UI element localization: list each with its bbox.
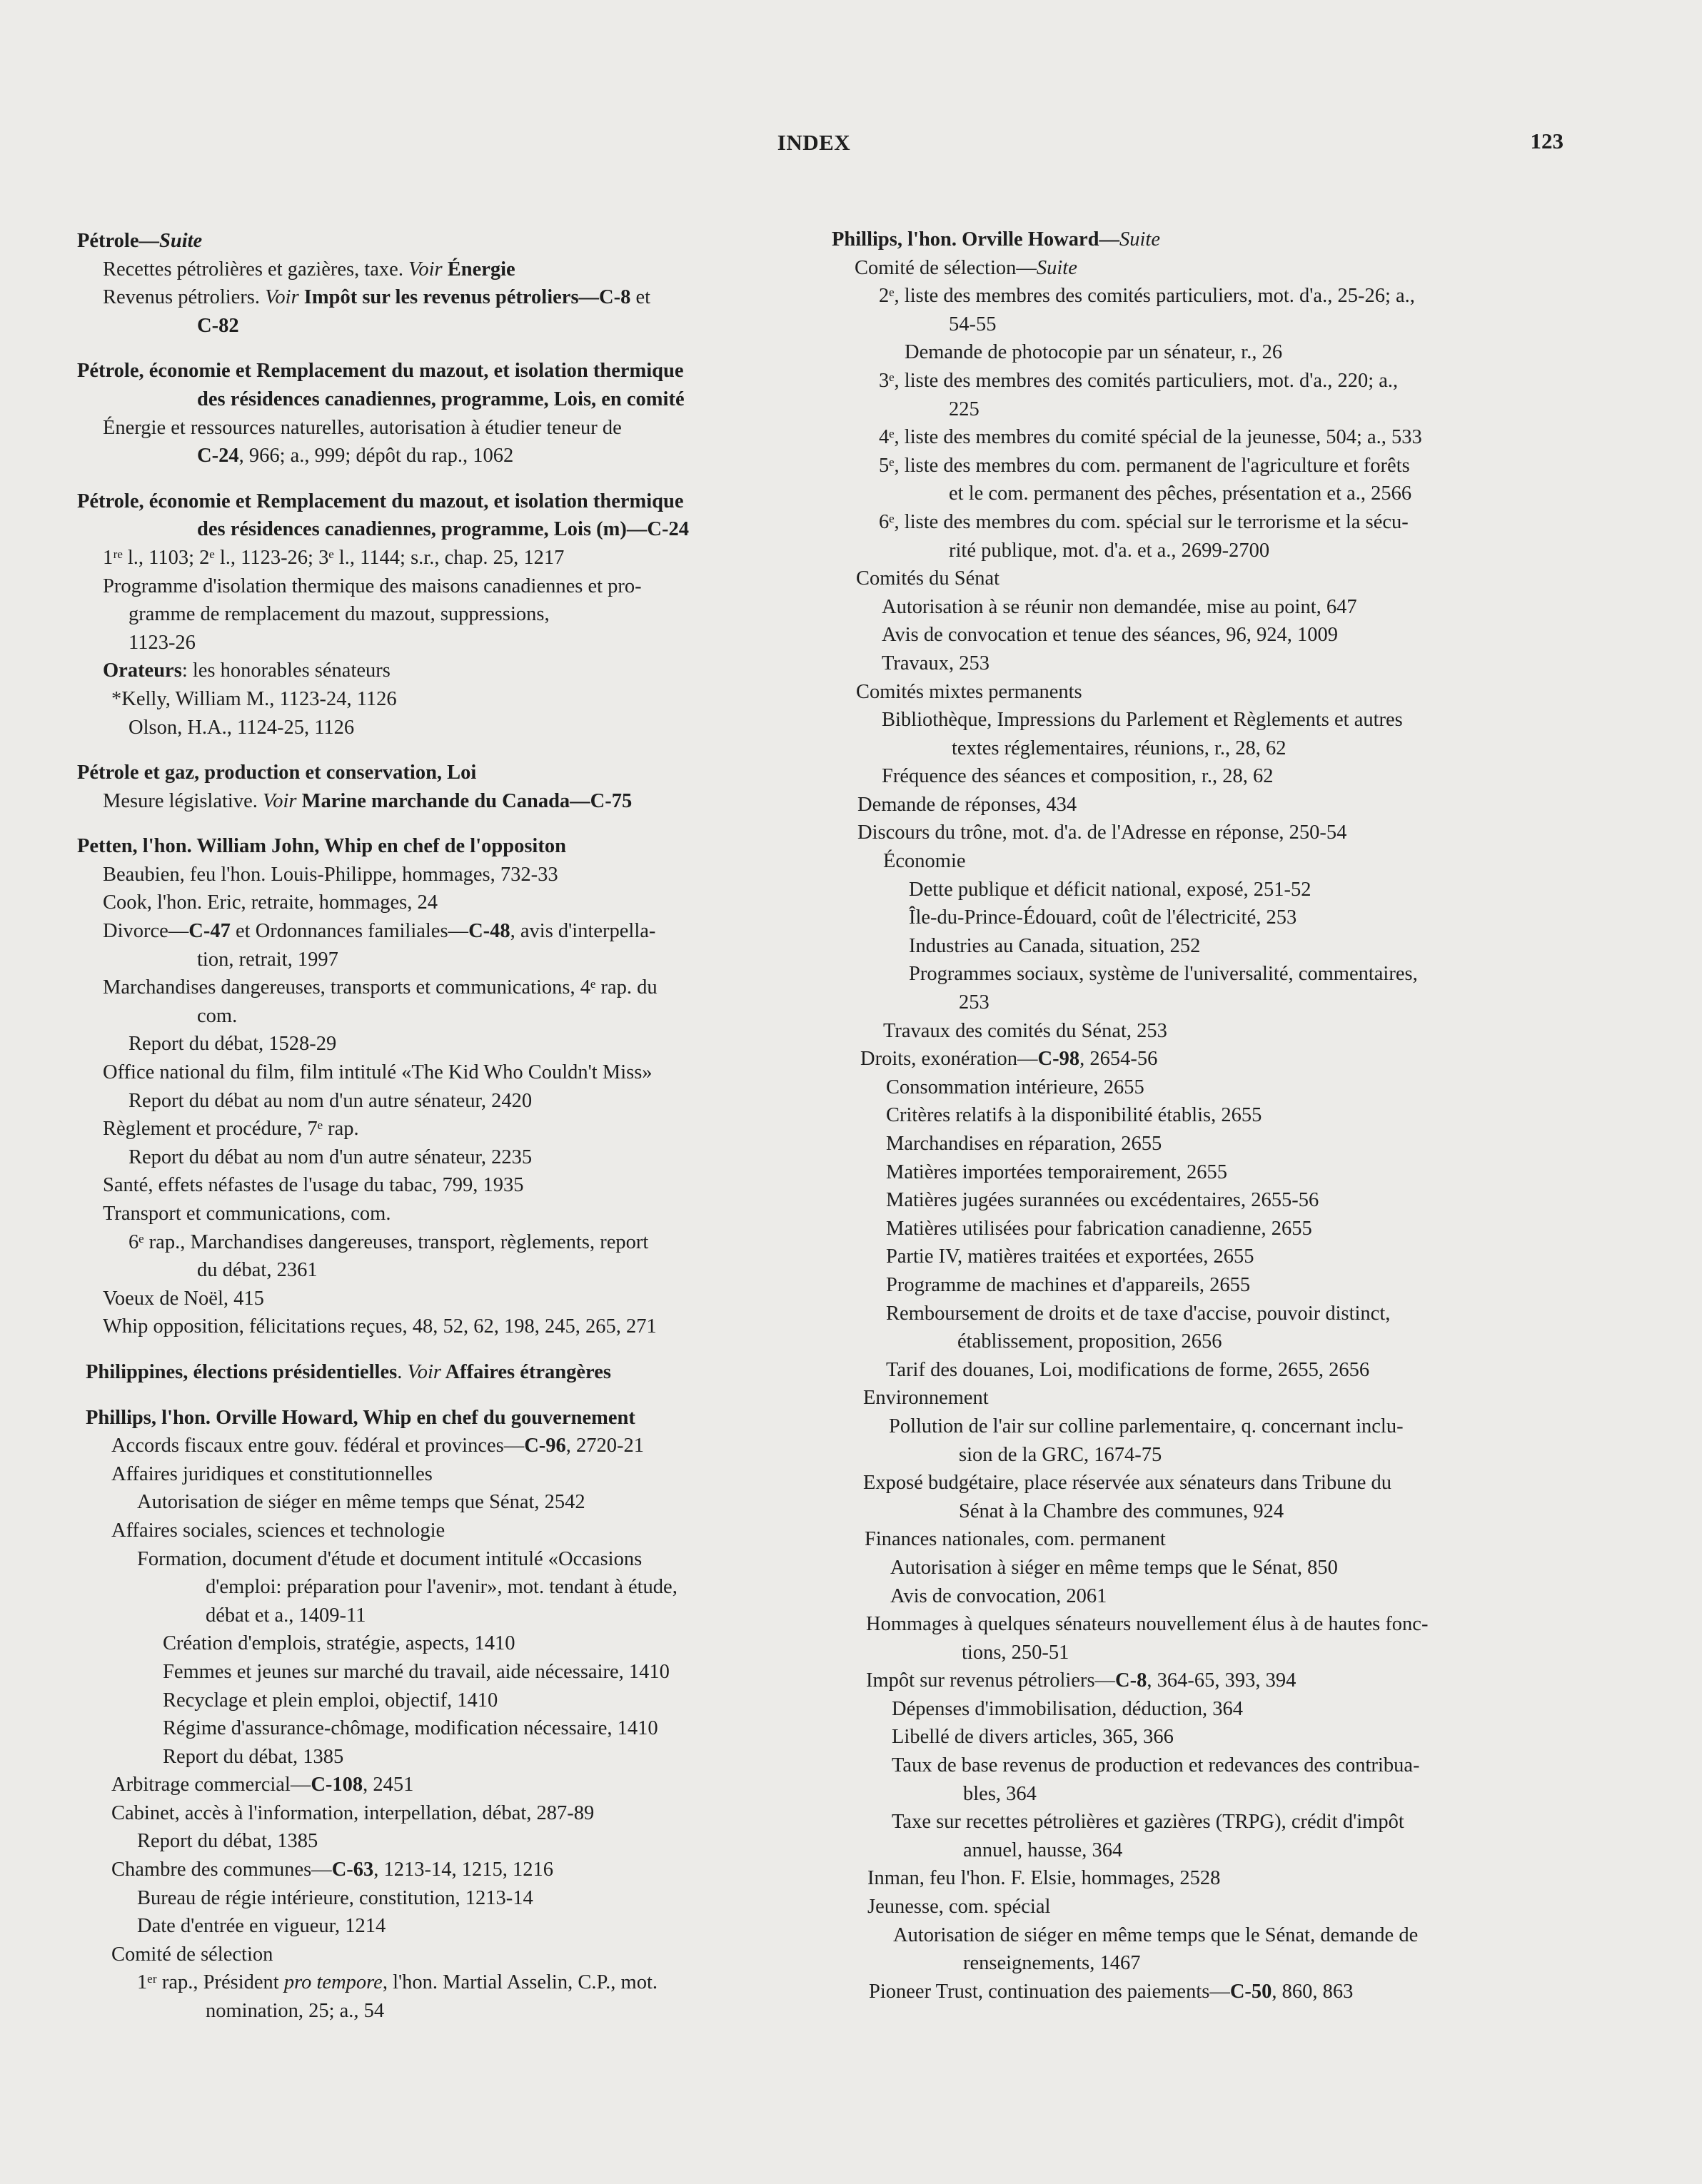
index-text: Report du débat au nom d'un autre sénateur, 2420: [129, 1089, 533, 1112]
index-line: [832, 1695, 1567, 1724]
index-text: Cook, l'hon. Eric, retraite, hommages, 24: [103, 891, 438, 914]
index-line: [832, 1300, 1567, 1328]
index-text: Demande de photocopie par un sénateur, r., 26: [905, 341, 1283, 364]
index-text: 2ᵉ, liste des membres des comités particuliers, mot. d'a., 25-26; a.,: [879, 285, 1415, 308]
index-text: tions, 250-51: [962, 1641, 1069, 1664]
entry-gap: [77, 340, 805, 357]
index-text: renseignements, 1467: [963, 1952, 1141, 1975]
index-text: Critères relatifs à la disponibilité établis, 2655: [886, 1104, 1262, 1127]
index-line: [832, 1017, 1567, 1046]
index-text: Voir: [408, 258, 443, 280]
index-text: Report du débat, 1528-29: [129, 1033, 337, 1056]
index-text: Report du débat au nom d'un autre sénateur, 2235: [129, 1146, 533, 1168]
index-text: Recyclage et plein emploi, objectif, 1410: [163, 1689, 498, 1712]
index-line: [832, 960, 1567, 989]
entry-gap: [77, 1341, 805, 1358]
index-text: Voeux de Noël, 415: [103, 1287, 264, 1310]
index-text: , 860, 863: [1272, 1980, 1354, 2003]
index-text: Bureau de régie intérieure, constitution, 1213-14: [137, 1886, 533, 1909]
index-line: [832, 1893, 1567, 1921]
index-line: [77, 832, 805, 861]
index-line: [832, 706, 1567, 734]
index-text: Dette publique et déficit national, exposé, 251-52: [909, 878, 1311, 901]
index-line: [77, 357, 805, 385]
index-line: [77, 1228, 805, 1257]
index-line: [77, 1358, 805, 1387]
index-text: , 2720-21: [565, 1435, 645, 1457]
index-text: Petten, l'hon. William John, Whip en chef de l'oppositon: [77, 835, 566, 858]
index-text: Énergie: [442, 258, 515, 280]
index-text: Autorisation de siéger en même temps que Sénat, 2542: [137, 1491, 585, 1514]
index-line: [77, 1285, 805, 1313]
index-text: 1ʳᵉ l., 1103; 2ᵉ l., 1123-26; 3ᵉ l., 1144; s.r., chap. 25, 1217: [103, 546, 565, 569]
entry-gap: [77, 815, 805, 832]
index-text: et le com. permanent des pêches, présentation et a., 2566: [949, 482, 1412, 505]
index-line: [832, 1639, 1567, 1667]
index-text: Phillips, l'hon. Orville Howard, Whip en chef du gouvernement: [86, 1406, 635, 1429]
index-line: [832, 282, 1567, 310]
index-line: [832, 819, 1567, 847]
index-text: Report du débat, 1385: [163, 1745, 344, 1768]
index-line: [832, 1554, 1567, 1582]
index-line: [77, 487, 805, 516]
index-text: Industries au Canada, situation, 252: [909, 934, 1201, 957]
index-text: textes réglementaires, réunions, r., 28, 62: [952, 737, 1286, 759]
index-text: Olson, H.A., 1124-25, 1126: [129, 716, 355, 739]
index-line: [832, 649, 1567, 678]
index-line: [832, 395, 1567, 424]
index-line: [77, 1143, 805, 1172]
index-text: Santé, effets néfastes de l'usage du tabac, 799, 1935: [103, 1174, 524, 1197]
index-text: Cabinet, accès à l'information, interpellation, débat, 287-89: [111, 1801, 595, 1824]
index-text: 54-55: [949, 313, 997, 335]
index-text: C-63: [331, 1859, 374, 1881]
index-line: [77, 1856, 805, 1884]
index-text: Matières importées temporairement, 2655: [886, 1161, 1228, 1183]
index-line: [77, 1488, 805, 1517]
index-text: Report du débat, 1385: [137, 1830, 318, 1853]
index-text: C-47: [188, 920, 231, 943]
left-column: [77, 227, 805, 2026]
page-header-title: INDEX: [777, 130, 851, 155]
index-line: [77, 946, 805, 974]
index-text: Marchandises en réparation, 2655: [886, 1133, 1162, 1155]
index-text: nomination, 25; a., 54: [206, 2000, 385, 2023]
index-text: Marchandises dangereuses, transports et communications, 4ᵉ rap. du: [103, 976, 658, 999]
index-line: [832, 1497, 1567, 1526]
index-line: [832, 876, 1567, 904]
index-text: Marine marchande du Canada—C-75: [296, 789, 633, 812]
index-text: Femmes et jeunes sur marché du travail, aide nécessaire, 1410: [163, 1660, 670, 1683]
index-text: , 966; a., 999; dépôt du rap., 1062: [238, 445, 514, 467]
index-line: [77, 1687, 805, 1715]
index-line: [77, 1256, 805, 1285]
index-line: [832, 1723, 1567, 1751]
index-line: [77, 917, 805, 946]
index-line: [832, 1949, 1567, 1978]
index-text: 3ᵉ, liste des membres des comités particuliers, mot. d'a., 220; a.,: [879, 369, 1399, 392]
index-line: [832, 1836, 1567, 1865]
index-line: [832, 537, 1567, 565]
index-text: Suite: [1119, 228, 1161, 251]
index-line: [77, 1115, 805, 1143]
index-text: *Kelly, William M., 1123-24, 1126: [111, 687, 397, 710]
index-text: des résidences canadiennes, programme, Lois, en comité: [197, 388, 685, 410]
index-text: Demande de réponses, 434: [857, 793, 1077, 816]
index-text: , 1213-14, 1215, 1216: [373, 1859, 554, 1881]
index-line: [77, 1602, 805, 1630]
index-text: Jeunesse, com. spécial: [867, 1896, 1051, 1918]
index-text: Orateurs: [103, 659, 182, 682]
index-text: , 2654-56: [1079, 1048, 1158, 1071]
index-line: [77, 312, 805, 340]
index-text: C-98: [1037, 1048, 1080, 1071]
index-text: Recettes pétrolières et gazières, taxe.: [103, 258, 409, 280]
index-text: C-96: [524, 1435, 566, 1457]
index-line: [77, 1771, 805, 1799]
index-text: Voir: [265, 286, 299, 309]
index-line: [832, 1921, 1567, 1950]
index-text: : les honorables sénateurs: [181, 659, 391, 682]
index-text: Divorce—: [103, 920, 189, 943]
index-line: [77, 515, 805, 544]
index-line: [832, 593, 1567, 622]
index-line: [77, 1941, 805, 1969]
index-text: .: [397, 1360, 408, 1383]
index-text: C-50: [1229, 1980, 1272, 2003]
index-text: Île-du-Prince-Édouard, coût de l'électricité, 253: [909, 906, 1297, 929]
index-line: [77, 629, 805, 657]
index-line: [77, 685, 805, 714]
index-text: com.: [197, 1004, 238, 1027]
index-line: [77, 1058, 805, 1087]
index-text: Sénat à la Chambre des communes, 924: [959, 1500, 1284, 1522]
index-line: [77, 1517, 805, 1545]
index-line: [77, 1629, 805, 1658]
index-line: [832, 1186, 1567, 1215]
index-line: [832, 1045, 1567, 1073]
index-line: [832, 310, 1567, 339]
index-line: [832, 226, 1567, 254]
index-text: Beaubien, feu l'hon. Louis-Philippe, hommages, 732-33: [103, 863, 558, 886]
index-text: Autorisation de siéger en même temps que le Sénat, demande de: [893, 1923, 1419, 1946]
index-line: [77, 657, 805, 685]
index-text: débat et a., 1409-11: [206, 1604, 366, 1627]
index-line: [77, 787, 805, 816]
index-line: [832, 1808, 1567, 1836]
index-line: [77, 759, 805, 787]
index-text: Formation, document d'étude et document intitulé «Occasions: [137, 1547, 643, 1570]
index-line: [832, 565, 1567, 593]
index-text: Régime d'assurance-chômage, modification nécessaire, 1410: [163, 1717, 658, 1740]
index-text: Programmes sociaux, système de l'universalité, commentaires,: [909, 963, 1418, 986]
index-text: Environnement: [863, 1387, 989, 1410]
index-text: pro tempore: [283, 1971, 383, 1994]
index-text: Arbitrage commercial—: [111, 1774, 311, 1796]
index-text: Remboursement de droits et de taxe d'accise, pouvoir distinct,: [886, 1302, 1391, 1325]
entry-gap: [77, 742, 805, 759]
index-line: [832, 423, 1567, 452]
index-text: Voir: [262, 789, 297, 812]
index-text: des résidences canadiennes, programme, Lois (m)—C-24: [197, 518, 689, 541]
index-text: Affaires juridiques et constitutionnelles: [111, 1462, 433, 1485]
index-line: [832, 1441, 1567, 1470]
index-line: [77, 227, 805, 256]
index-text: , 2451: [363, 1774, 414, 1796]
index-line: [77, 1030, 805, 1058]
index-text: Comité de sélection: [111, 1943, 273, 1966]
index-line: [832, 254, 1567, 283]
index-line: [77, 974, 805, 1002]
index-text: établissement, proposition, 2656: [957, 1330, 1222, 1353]
index-line: [832, 1412, 1567, 1441]
index-line: [77, 544, 805, 572]
index-text: C-82: [197, 314, 239, 337]
index-text: Tarif des douanes, Loi, modifications de forme, 2655, 2656: [886, 1358, 1370, 1381]
index-line: [832, 904, 1567, 932]
index-line: [77, 1432, 805, 1460]
index-line: [832, 1130, 1567, 1158]
index-line: [77, 1968, 805, 1997]
index-line: [77, 1658, 805, 1687]
index-text: Impôt sur revenus pétroliers—: [866, 1669, 1116, 1692]
index-line: [77, 1545, 805, 1574]
index-text: 1ᵉʳ rap., Président: [137, 1971, 284, 1994]
index-line: [832, 791, 1567, 819]
index-text: tion, retrait, 1997: [197, 948, 338, 971]
index-line: [832, 1101, 1567, 1130]
index-line: [832, 762, 1567, 791]
index-line: [77, 1997, 805, 2026]
index-line: [77, 861, 805, 889]
index-line: [832, 1073, 1567, 1102]
index-line: [77, 1200, 805, 1228]
index-line: [832, 508, 1567, 537]
index-text: 6ᵉ, liste des membres du com. spécial sur le terrorisme et la sécu-: [879, 510, 1409, 533]
index-text: Chambre des communes—: [111, 1859, 332, 1881]
index-text: 225: [949, 398, 980, 420]
index-line: [832, 1243, 1567, 1271]
index-text: Matières utilisées pour fabrication canadienne, 2655: [886, 1217, 1312, 1240]
index-text: Avis de convocation et tenue des séances, 96, 924, 1009: [882, 624, 1338, 647]
index-text: 6ᵉ rap., Marchandises dangereuses, transport, règlements, report: [129, 1230, 649, 1253]
index-text: Droits, exonération—: [860, 1048, 1038, 1071]
index-line: [832, 1158, 1567, 1187]
index-text: Comité de sélection—: [855, 256, 1037, 279]
index-line: [77, 600, 805, 629]
index-text: Matières jugées surannées ou excédentaires, 2655-56: [886, 1189, 1319, 1212]
index-text: Office national du film, film intitulé «The Kid Who Couldn't Miss»: [103, 1061, 653, 1084]
index-text: 253: [959, 991, 990, 1014]
index-text: Consommation intérieure, 2655: [886, 1076, 1144, 1098]
index-line: [832, 367, 1567, 395]
index-text: Dépenses d'immobilisation, déduction, 364: [892, 1697, 1243, 1720]
index-text: Partie IV, matières traitées et exportées, 2655: [886, 1245, 1254, 1268]
index-text: , avis d'interpella-: [510, 920, 656, 943]
index-text: Pétrole, économie et Remplacement du mazout, et isolation thermique: [77, 360, 684, 383]
index-line: [77, 385, 805, 414]
index-text: Énergie et ressources naturelles, autorisation à étudier teneur de: [103, 416, 622, 439]
index-line: [77, 1827, 805, 1856]
index-text: Taxe sur recettes pétrolières et gazières (TRPG), crédit d'impôt: [892, 1811, 1404, 1834]
index-line: [77, 1171, 805, 1200]
index-text: C-108: [311, 1774, 363, 1796]
index-line: [832, 1215, 1567, 1243]
index-text: Libellé de divers articles, 365, 366: [892, 1726, 1174, 1749]
index-text: Impôt sur les revenus pétroliers—C-8: [298, 286, 631, 309]
index-text: Mesure législative.: [103, 789, 263, 812]
index-text: Pioneer Trust, continuation des paiements—: [869, 1980, 1230, 2003]
index-text: d'emploi: préparation pour l'avenir», mot. tendant à étude,: [206, 1576, 678, 1599]
index-text: Pollution de l'air sur colline parlementaire, q. concernant inclu-: [889, 1415, 1404, 1437]
index-text: 1123-26: [129, 631, 196, 654]
index-line: [77, 1884, 805, 1913]
index-text: C-48: [468, 920, 510, 943]
index-line: [832, 1356, 1567, 1385]
index-line: [77, 1313, 805, 1341]
index-line: [832, 338, 1567, 367]
index-text: sion de la GRC, 1674-75: [959, 1443, 1162, 1466]
index-text: Whip opposition, félicitations reçues, 48, 52, 62, 198, 245, 265, 271: [103, 1315, 657, 1338]
index-line: [832, 1582, 1567, 1611]
entry-gap: [77, 1387, 805, 1404]
index-text: Affaires sociales, sciences et technologie: [111, 1519, 445, 1542]
index-text: Philippines, élections présidentielles: [86, 1360, 398, 1383]
index-text: Taux de base revenus de production et redevances des contribua-: [892, 1754, 1420, 1777]
index-text: Comités du Sénat: [856, 567, 1000, 590]
index-line: [832, 1525, 1567, 1554]
index-text: Création d'emplois, stratégie, aspects, 1410: [163, 1632, 515, 1655]
index-text: Discours du trône, mot. d'a. de l'Adresse en réponse, 250-54: [857, 821, 1347, 844]
index-line: [77, 572, 805, 601]
index-line: [832, 621, 1567, 649]
index-line: [77, 714, 805, 742]
index-text: rité publique, mot. d'a. et a., 2699-2700: [949, 539, 1270, 562]
index-text: Comités mixtes permanents: [856, 680, 1082, 703]
index-text: Autorisation à siéger en même temps que le Sénat, 850: [890, 1556, 1338, 1579]
index-text: Économie: [883, 850, 966, 873]
index-line: [77, 256, 805, 284]
index-text: Inman, feu l'hon. F. Elsie, hommages, 2528: [867, 1867, 1221, 1890]
index-line: [77, 1912, 805, 1941]
index-text: Hommages à quelques sénateurs nouvellement élus à de hautes fonc-: [866, 1613, 1429, 1636]
index-text: gramme de remplacement du mazout, suppressions,: [129, 603, 550, 626]
index-text: Règlement et procédure, 7ᵉ rap.: [103, 1118, 359, 1141]
entry-gap: [77, 470, 805, 487]
index-text: C-24: [197, 445, 239, 467]
index-line: [77, 1743, 805, 1771]
page-number: 123: [1530, 128, 1563, 153]
index-line: [832, 1610, 1567, 1639]
index-text: Travaux des comités du Sénat, 253: [883, 1019, 1167, 1042]
index-text: Pétrole, économie et Remplacement du mazout, et isolation thermique: [77, 490, 684, 512]
index-line: [832, 1384, 1567, 1412]
index-text: Pétrole—: [77, 230, 160, 252]
index-line: [832, 734, 1567, 763]
index-line: [77, 283, 805, 312]
index-line: [832, 1271, 1567, 1300]
index-line: [832, 1978, 1567, 2006]
index-text: Autorisation à se réunir non demandée, mise au point, 647: [882, 595, 1357, 618]
right-column: [832, 226, 1567, 2006]
index-line: [832, 1780, 1567, 1809]
index-text: Fréquence des séances et composition, r., 28, 62: [882, 765, 1274, 788]
index-text: annuel, hausse, 364: [963, 1839, 1123, 1861]
index-text: Finances nationales, com. permanent: [865, 1528, 1166, 1551]
index-text: Transport et communications, com.: [103, 1203, 391, 1225]
index-line: [77, 414, 805, 443]
index-line: [832, 847, 1567, 876]
index-line: [832, 1864, 1567, 1893]
index-line: [77, 1460, 805, 1489]
index-text: , 364-65, 393, 394: [1147, 1669, 1296, 1692]
index-line: [77, 1087, 805, 1116]
index-text: Suite: [159, 230, 203, 252]
index-text: , l'hon. Martial Asselin, C.P., mot.: [382, 1971, 658, 1994]
index-text: du débat, 2361: [197, 1259, 318, 1282]
index-line: [77, 1002, 805, 1031]
index-line: [77, 1714, 805, 1743]
index-line: [77, 1573, 805, 1602]
index-text: Voir: [407, 1360, 441, 1383]
index-text: Travaux, 253: [882, 652, 990, 674]
index-text: 5ᵉ, liste des membres du com. permanent de l'agriculture et forêts: [879, 454, 1410, 477]
index-line: [832, 1751, 1567, 1780]
index-text: Bibliothèque, Impressions du Parlement et Règlements et autres: [882, 709, 1403, 732]
index-text: Avis de convocation, 2061: [890, 1584, 1107, 1607]
index-text: Affaires étrangères: [440, 1360, 611, 1383]
index-text: Suite: [1036, 256, 1077, 279]
index-text: et: [630, 286, 651, 309]
index-line: [832, 1667, 1567, 1695]
index-line: [832, 1469, 1567, 1497]
index-text: bles, 364: [963, 1782, 1037, 1805]
index-text: Accords fiscaux entre gouv. fédéral et provinces—: [111, 1435, 525, 1457]
index-line: [77, 1404, 805, 1432]
index-text: Date d'entrée en vigueur, 1214: [137, 1915, 386, 1938]
index-text: Programme de machines et d'appareils, 2655: [886, 1273, 1251, 1296]
index-text: Pétrole et gaz, production et conservation, Loi: [77, 762, 477, 784]
index-line: [77, 889, 805, 917]
index-line: [77, 442, 805, 470]
index-text: Phillips, l'hon. Orville Howard—: [832, 228, 1120, 251]
index-text: Exposé budgétaire, place réservée aux sénateurs dans Tribune du: [863, 1472, 1391, 1495]
index-line: [77, 1799, 805, 1828]
index-text: 4ᵉ, liste des membres du comité spécial de la jeunesse, 504; a., 533: [879, 426, 1422, 449]
index-line: [832, 678, 1567, 707]
index-text: Programme d'isolation thermique des maisons canadiennes et pro-: [103, 575, 642, 597]
index-line: [832, 480, 1567, 508]
index-line: [832, 1328, 1567, 1356]
index-text: Revenus pétroliers.: [103, 286, 266, 309]
index-text: C-8: [1115, 1669, 1147, 1692]
index-line: [832, 452, 1567, 480]
index-line: [832, 989, 1567, 1017]
index-text: et Ordonnances familiales—: [230, 920, 469, 943]
index-line: [832, 932, 1567, 961]
